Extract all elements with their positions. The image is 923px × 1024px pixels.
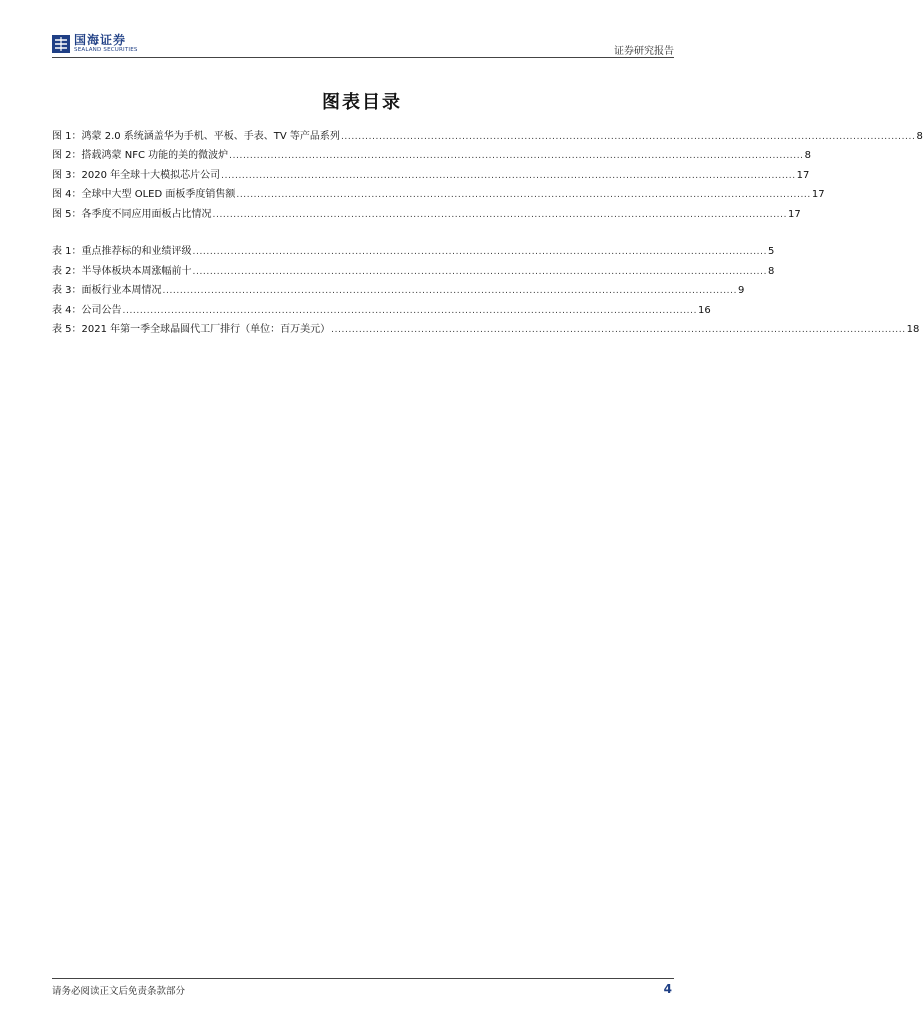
- toc-figure-entry[interactable]: [52, 122, 923, 142]
- toc-entry-page: 17: [796, 169, 810, 181]
- toc-entry-page: 8: [916, 130, 923, 142]
- toc-entry-label: 表 4：公司公告: [52, 304, 122, 316]
- toc-table-entry[interactable]: [52, 277, 745, 297]
- section-gap: [52, 220, 672, 238]
- toc-entry-label: 图 4：全球中大型 OLED 面板季度销售额: [52, 189, 236, 200]
- toc-figure-entry[interactable]: [52, 181, 825, 201]
- toc-entry-page: 5: [768, 246, 775, 257]
- toc-leader-dots: ......................................................................................................................................................................: [122, 305, 698, 316]
- toc-entry-label: 表 5：2021 年第一季全球晶圆代工厂排行（单位：百万美元）: [52, 324, 331, 335]
- disclaimer-note: 请务必阅读正文后免责条款部分: [52, 986, 186, 997]
- toc-leader-dots: ......................................................................................................................................................................: [221, 170, 796, 181]
- logo-name-cn: 国海证券: [74, 33, 127, 48]
- toc-figure-entry[interactable]: [52, 200, 801, 220]
- toc-entry-page: 9: [738, 285, 745, 296]
- company-logo: [52, 33, 138, 55]
- toc-leader-dots: ......................................................................................................................................................................: [340, 131, 916, 142]
- toc-entry-page: 8: [804, 150, 811, 161]
- table-list: [52, 238, 920, 336]
- toc-figure-entry[interactable]: [52, 142, 811, 162]
- toc-entry-label: 图 3：2020 年全球十大模拟芯片公司: [52, 169, 221, 181]
- toc-table-entry[interactable]: [52, 238, 775, 258]
- toc-entry-label: 图 2：搭载鸿蒙 NFC 功能的美的微波炉: [52, 150, 229, 161]
- toc-entry-page: 18: [906, 324, 920, 335]
- toc-entry-page: 17: [788, 208, 801, 220]
- page-title: 图表目录: [322, 92, 402, 113]
- toc-leader-dots: ......................................................................................................................................................................: [192, 247, 768, 257]
- toc-leader-dots: ......................................................................................................................................................................: [192, 266, 768, 277]
- page-header: [52, 30, 674, 58]
- toc-leader-dots: ......................................................................................................................................................................: [331, 325, 906, 335]
- toc-entry-label: 图 5：各季度不同应用面板占比情况: [52, 208, 212, 220]
- footer-divider: [52, 978, 674, 979]
- report-type-label: 证券研究报告: [614, 46, 674, 57]
- toc-table-entry[interactable]: [52, 316, 920, 336]
- header-divider: [52, 57, 674, 58]
- toc-leader-dots: ......................................................................................................................................................................: [212, 209, 788, 220]
- toc-figure-entry[interactable]: [52, 161, 810, 181]
- toc-leader-dots: ......................................................................................................................................................................: [162, 286, 738, 296]
- toc-leader-dots: ......................................................................................................................................................................: [229, 151, 804, 161]
- page-number: 4: [663, 982, 672, 996]
- toc-entry-label: 表 2：半导体板块本周涨幅前十: [52, 265, 192, 277]
- toc-entry-label: 表 3：面板行业本周情况: [52, 285, 162, 296]
- logo-name-en: SEALAND SECURITIES: [74, 47, 138, 54]
- table-of-contents: [52, 122, 923, 335]
- logo-mark-icon: [52, 35, 70, 53]
- toc-entry-page: 16: [698, 304, 711, 316]
- toc-table-entry[interactable]: [52, 257, 775, 277]
- toc-table-entry[interactable]: [52, 296, 711, 316]
- toc-entry-label: 图 1：鸿蒙 2.0 系统涵盖华为手机、平板、手表、TV 等产品系列: [52, 130, 340, 142]
- figure-list: [52, 122, 923, 220]
- toc-leader-dots: ......................................................................................................................................................................: [236, 190, 811, 200]
- toc-entry-label: 表 1：重点推荐标的和业绩评级: [52, 246, 192, 257]
- toc-entry-page: 8: [768, 265, 775, 277]
- toc-entry-page: 17: [811, 189, 825, 200]
